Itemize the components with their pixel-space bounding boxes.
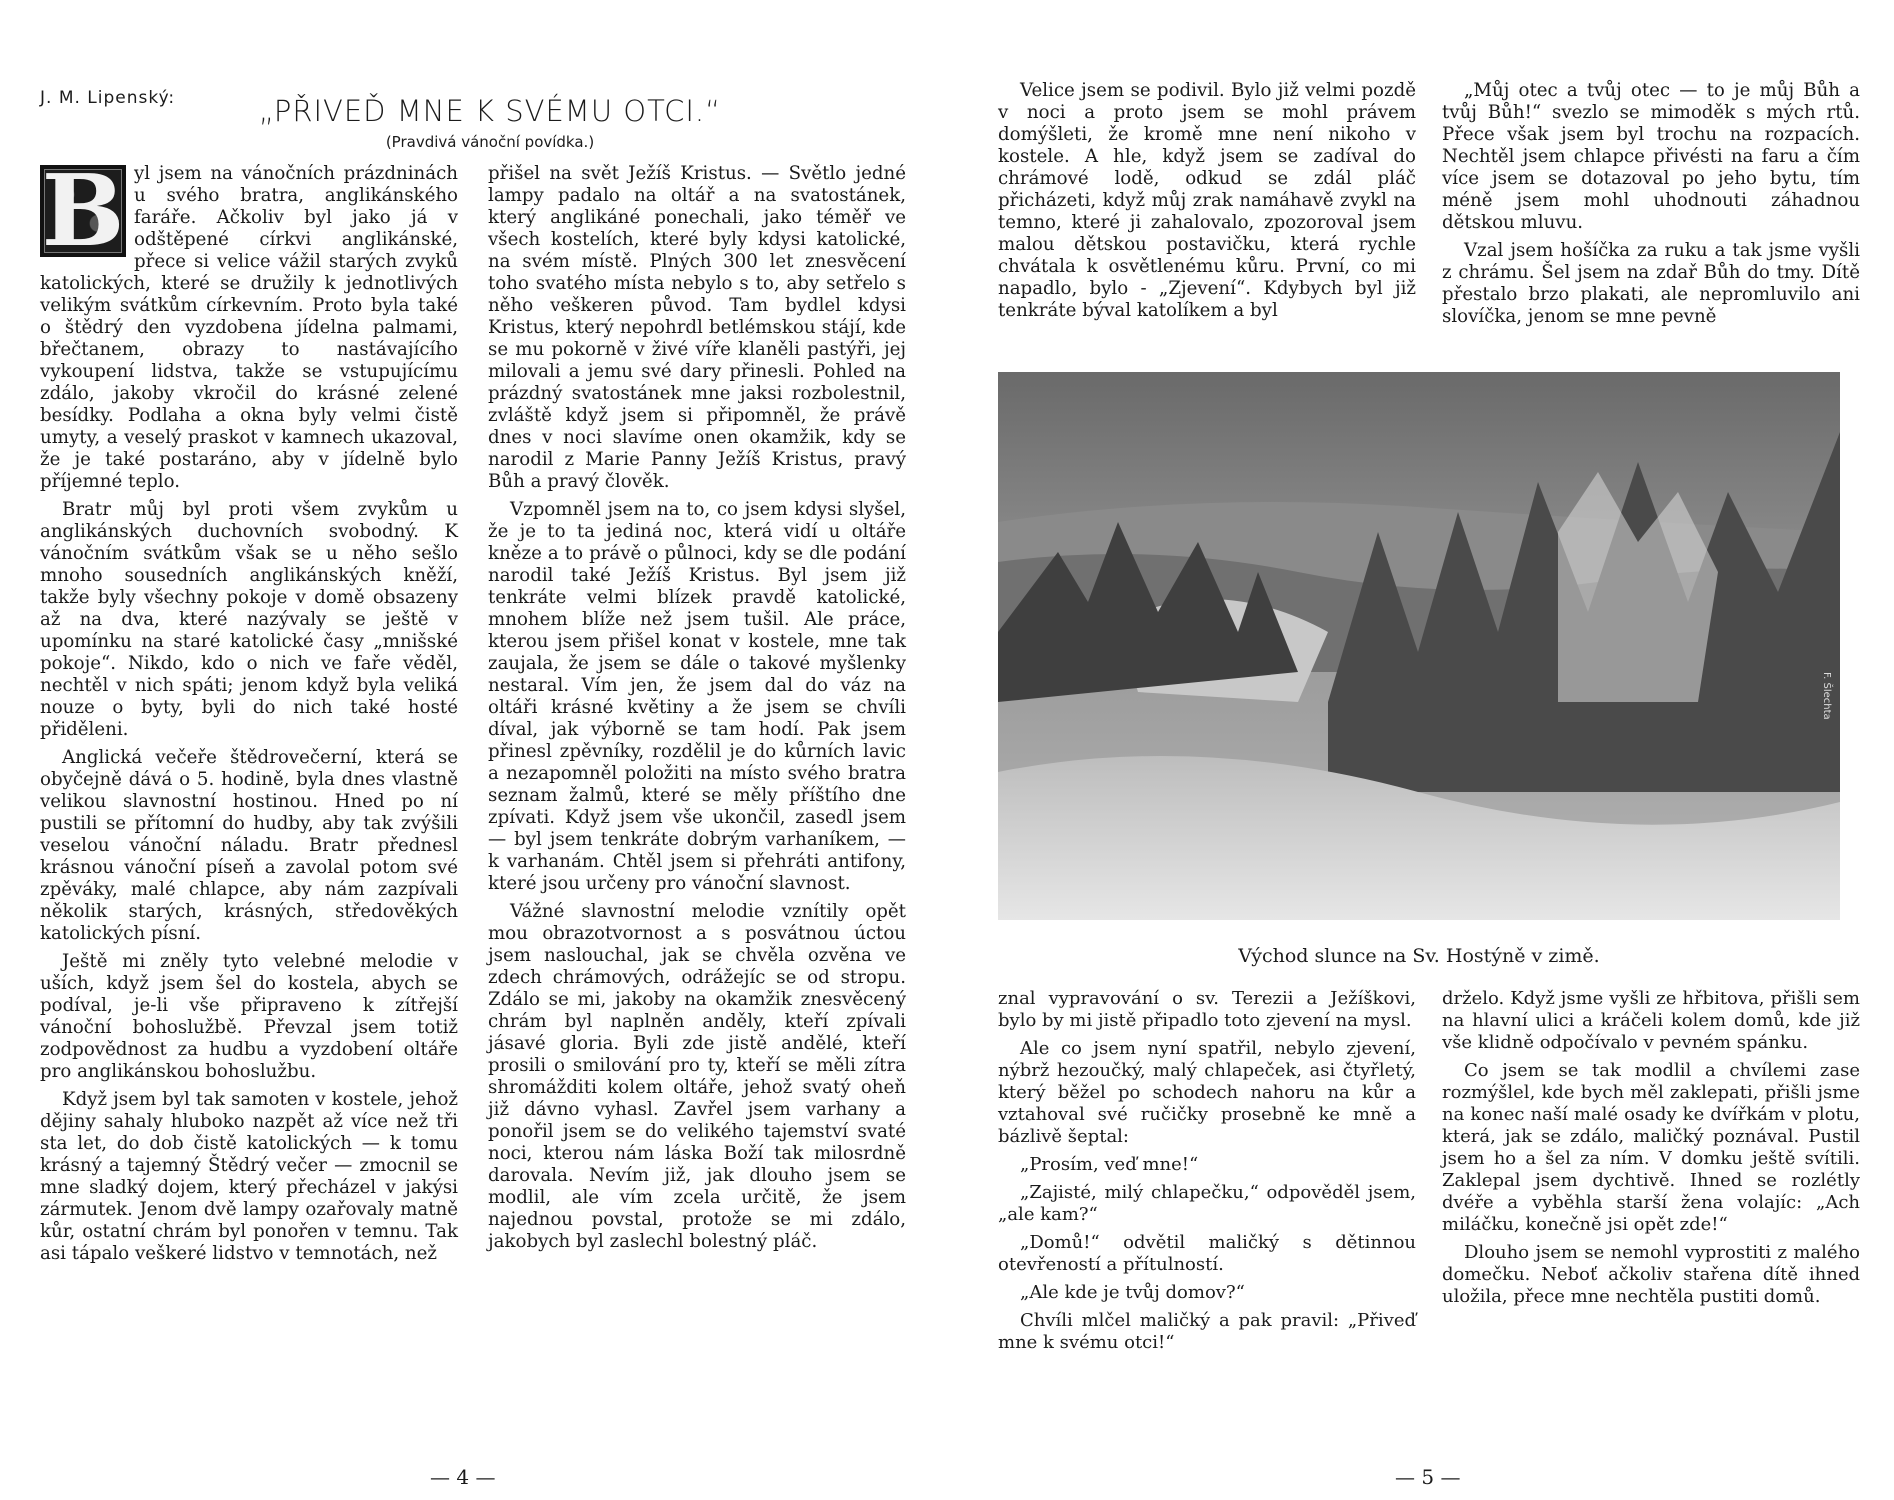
paragraph: Vážné slavnostní melodie vznítily opět mou obrazotvornost a s posvátnou úctou jsem naslouchal, jak se chvěla ozvěna ve zdech chrámových, odrážejíc se od stropu. Zdálo se mi, jakoby na okamžik znesvěcený chrám byl naplněn anděly, kteří zpívali jásavé gloria. Byli zde jistě andělé, kteří prosili o smilování pro ty, kteří se měli zítra shromážditi kolem oltáře, jehož svatý oheň již dávno vyhasl. Zavřel jsem varhany a ponořil jsem se do velikého tajemství svaté noci, kterou nám láska Boží tak milosrdně darovala. Nevím již, jak dlouho jsem se modlil, ale vím zcela určitě, že jsem najednou povstal, protože se mi zdálo, jakobych byl zaslechl bolestný pláč. (488, 901, 906, 1252)
paragraph: Když jsem byl tak samoten v kostele, jehož dějiny sahaly hluboko nazpět až více než tři sta let, do dob čistě katolických — k tomu krásný a tajemný Štědrý večer — zmocnil se mne sladký dojem, který přecházel v jakýsi zármutek. Jenom dvě lampy ozařovaly matně kůr, ostatní chrám byl ponořen v temnu. Tak asi tápalo veškeré lidstvo v temnotách, než (40, 1089, 458, 1264)
paragraph: drželo. Když jsme vyšli ze hřbitova, přišli sem na hlavní ulici a kráčeli kolem domů, kde již vše klidně odpočívalo v pevném spánku. (1442, 988, 1860, 1053)
paragraph: Vzpomněl jsem na to, co jsem kdysi slyšel, že je to ta jediná noc, která vidí u oltáře kněze a to právě o půlnoci, kdy se dle podání narodil také Ježíš Kristus. Byl jsem již tenkráte velmi blízek pravdě katolické, mnohem blíže než jsem tušil. Ale práce, kterou jsem přišel konat v kostele, mne tak zaujala, že jsem se dále o takové myšlenky nestaral. Vím jen, že jsem dal do váz na oltáři krásné květiny a že jsem se chvíli díval, jak výborně se tam hodí. Pak jsem přinesl zpěvníky, rozdělil je do kůrních lavic a nezapomněl položiti na místo svého bratra seznam žalmů, které se měly příštího dne zpívati. Když jsem vše ukončil, zasedl jsem — byl jsem tenkráte dobrým varhaníkem, — k varhanám. Chtěl jsem si přehráti antifony, které jsou určeny pro vánoční slavnost. (488, 499, 906, 894)
paragraph: Vzal jsem hošíčka za ruku a tak jsme vyšli z chrámu. Šel jsem na zdař Bůh do tmy. Dítě přestalo brzo plakati, ale nepromluvilo ani slovíčka, jenom se mne pevně (1442, 240, 1860, 327)
paragraph: Velice jsem se podivil. Bylo již velmi pozdě v noci a proto jsem se mohl právem domýšleti, že kromě mne není nikoho v kostele. A hle, když jsem se zadíval do chrámové lodě, odkud se zdál pláč přicházeti, když můj zrak namáhavě zvykl na temno, které ji zahalovalo, zpozoroval jsem malou dětskou postavičku, která rychle chvátala k osvětlenému kůru. První, co mi napadlo, bylo - „Zjevení“. Kdybych byl již tenkráte býval katolíkem a byl (998, 80, 1416, 321)
photo-illustration (998, 372, 1840, 920)
photo-caption: Východ slunce na Sv. Hostýně v zimě. (1238, 945, 1600, 967)
article-title: „PŘIVEĎ MNE K SVÉMU OTCI.“ (258, 94, 722, 128)
paragraph-text: yl jsem na vánočních prázdninách u svého bratra, anglikánského faráře. Ačkoliv byl jako já v odštěpené církvi anglikánské, přece si velice vážil starých zvyků katolických, které se družily k jednotlivých velikým svátkům církevním. Proto byla také o štědrý den vyzdobena jídelna palmami, břečtanem, obrazy to nastávajícího vykoupení lidstva, takže se vstupujícímu zdálo, jakoby vkročil do krásné zelené besídky. Podlaha a okna byly velmi čistě umyty, a veselý praskot v kamnech ukazoval, že je také postaráno, aby v jídelně bylo příjemné teplo. (40, 163, 458, 492)
paragraph: „Můj otec a tvůj otec — to je můj Bůh a tvůj Bůh!“ svezlo se mimoděk s mých rtů. Přece však jsem byl trochu na rozpacích. Nechtěl jsem chlapce přivésti na faru a čím více jsem se dotazoval po jeho bytu, tím méně jsem mohl uhodnouti záhadnou dětskou mluvu. (1442, 80, 1860, 233)
paragraph: „Domů!“ odvětil maličký s dětinnou otevřeností a přítulností. (998, 1232, 1416, 1275)
paragraph: Ale co jsem nyní spatřil, nebylo zjevení, nýbrž hezoučký, malý chlapeček, asi čtyřletý, který běžel po schodech nahoru na kůr a vztahoval své ručičky prosebně ke mně a bázlivě šeptal: (998, 1038, 1416, 1147)
paragraph (40, 163, 458, 493)
paragraph: „Ale kde je tvůj domov?“ (1020, 1282, 1245, 1303)
paragraph: Chvíli mlčel maličký a pak pravil: „Přiveď mne k svému otci!“ (998, 1310, 1416, 1353)
winter-landscape-photo (998, 372, 1840, 920)
page-number: — 5 — (1395, 1465, 1461, 1489)
ornamental-drop-cap (40, 165, 126, 257)
paragraph: Bratr můj byl proti všem zvykům u anglikánských duchovních svobodný. K vánočním svátkům však se u něho sešlo mnoho sousedních anglikánských kněží, takže byly všechny pokoje v domě obsazeny až na dva, které nazývaly se ještě v upomínku na staré katolické časy „mnišské pokoje“. Nikdo, kdo o nich ve faře věděl, nechtěl v nich spáti; jenom když byla veliká nouze o byty, byli do nich také hosté přiděleni. (40, 499, 458, 740)
right-bottom-column-2 (1442, 988, 1860, 1308)
left-column-1 (40, 163, 458, 1265)
paragraph: Ještě mi zněly tyto velebné melodie v uších, když jsem šel do kostela, abych se podíval, je-li vše připraveno k zítřejší vánoční bohoslužbě. Převzal jsem totiž zodpovědnost za hudbu a vyzdobení oltáře pro anglikánskou bohoslužbu. (40, 951, 458, 1082)
paragraph: Dlouho jsem se nemohl vyprostiti z malého domečku. Neboť ačkoliv stařena dítě ihned uložila, přece mne nechtěla pustiti domů. (1442, 1242, 1860, 1307)
paragraph: „Zajisté, milý chlapečku,“ odpověděl jsem, „ale kam?“ (998, 1182, 1416, 1225)
page-number: — 4 — (430, 1465, 496, 1489)
drop-cap-letter: B (41, 165, 125, 257)
article-subtitle: (Pravdivá vánoční povídka.) (385, 133, 595, 151)
photo-signature: F. Šlechta (1821, 672, 1832, 720)
left-column-2 (488, 163, 906, 1253)
paragraph: Co jsem se tak modlil a chvílemi zase rozmýšlel, kde bych měl zaklepati, přišli jsme na konec naší malé osady ke dvířkám v plotu, která, jak se zdálo, maličký poznával. Pustil jsem ho a šel za ním. V domku ještě svítili. Zaklepal jsem dychtivě. Ihned se rozlétly dvéře a vyběhla starší žena volajíc: „Ach miláčku, konečně jsi opět zde!“ (1442, 1060, 1860, 1235)
right-top-column-1 (998, 80, 1416, 322)
paragraph: znal vypravování o sv. Terezii a Ježíškovi, bylo by mi jistě připadlo toto zjevení na mysl. (998, 988, 1416, 1031)
paragraph: „Prosím, veď mne!“ (1020, 1154, 1199, 1175)
paragraph: Anglická večeře štědrovečerní, která se obyčejně dává o 5. hodině, byla dnes vlastně velikou slavnostní hostinou. Hned po ní pustili se přítomní do hudby, aby tak zvýšili veselou vánoční náladu. Bratr přednesl krásnou vánoční píseň a zavolal potom své zpěváky, malé chlapce, aby nám zazpívali několik starých, krásných, středověkých katolických písní. (40, 747, 458, 944)
author-name: J. M. Lipenský: (40, 88, 176, 108)
right-top-column-2 (1442, 80, 1860, 328)
paragraph: přišel na svět Ježíš Kristus. — Světlo jedné lampy padalo na oltář a na svatostánek, který anglikáné ponechali, jako téměř ve všech kostelích, které byly kdysi katolické, na svém místě. Plných 300 let znesvěcení toho svatého místa nebylo s to, aby setřelo s něho veškeren původ. Tam bydlel kdysi Kristus, který nepohrdl betlémskou stájí, kde se mu pokorně v živé víře klaněli pastýři, jej milovali a jemu své dary přinesli. Pohled na prázdný svatostánek mne jaksi rozbolestnil, zvláště když jsem si připomněl, že právě dnes v noci slavíme onen okamžik, kdy se narodil z Marie Panny Ježíš Kristus, pravý Bůh a pravý člověk. (488, 163, 906, 492)
right-bottom-column-1 (998, 988, 1416, 1354)
